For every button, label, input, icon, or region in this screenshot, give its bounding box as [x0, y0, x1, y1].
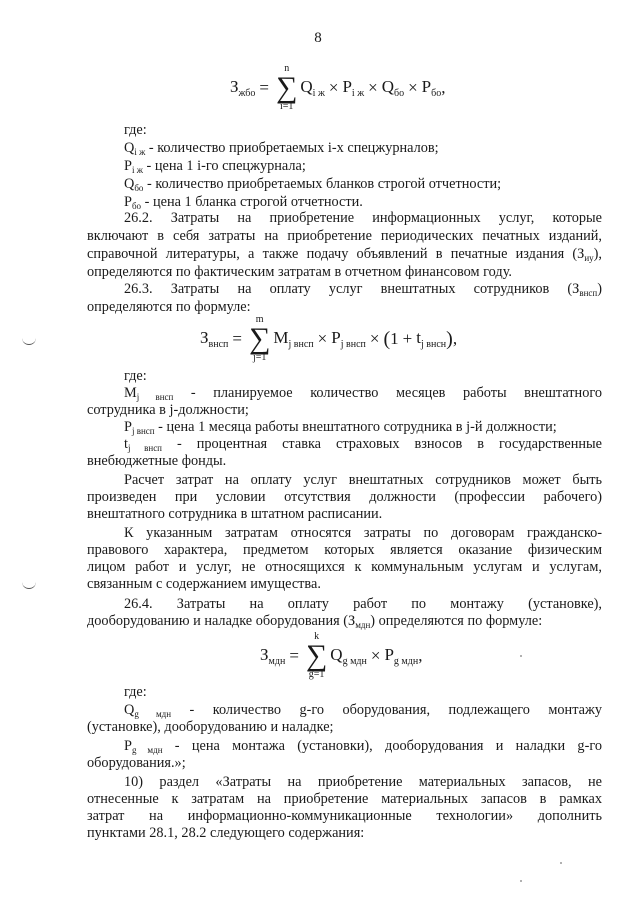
paragraph-10-line: затрат на информационно-коммуникационные технологии» дополнить — [87, 808, 602, 824]
scan-speck — [560, 862, 562, 864]
formula-vnsp: $З_{внсп}$ = m ∑ j=1 $M_{j внсп}$ × $P_{j внсп}$ × ( 1 + $t_{j внсн}$ ) , — [200, 314, 458, 363]
paragraph-10-line: пунктами 28.1, 28.2 следующего содержания: — [87, 825, 365, 841]
formula-term: $P_{i ж}$ — [342, 77, 365, 99]
definition-line: $P_{j внсп}$ - цена 1 месяца работы внештатного сотрудника в j-й должности; — [124, 419, 557, 436]
paragraph-26-2-line: 26.2. Затраты на приобретение информационных услуг, которые — [124, 210, 602, 226]
sum-symbol: m ∑ j=1 — [249, 314, 271, 363]
sum-symbol: n ∑ i=1 — [276, 63, 298, 112]
paragraph-k-line: лицом работ и услуг, не относящихся к коммунальным услугам и услугам, — [87, 559, 602, 575]
equals-sign: = — [259, 78, 269, 97]
paragraph-10-line: отнесенные к затратам на приобретение материальных запасов в рамках — [87, 791, 602, 807]
paragraph-raschet-line: внештатного сотрудника в штатном расписании. — [87, 506, 383, 522]
where-label: где: — [124, 122, 147, 138]
formula-term: $P_{бо}$ — [421, 77, 442, 99]
scan-speck — [520, 880, 522, 882]
paragraph-26-2-line: справочной литературы, а также подачу объявлений в печатные издания $(З_{иу})$, — [87, 246, 602, 263]
paragraph-k-line: правового характера, предметом которых является оказание физическим — [87, 542, 602, 558]
formula-term: $Q_{бо}$ — [381, 77, 405, 99]
formula-lhs: $З_{жбо}$ — [230, 77, 256, 99]
paragraph-k-line: К указанным затратам относятся затраты по договорам гражданско- — [124, 525, 602, 541]
formula-zhbo: $З_{жбо}$ = n ∑ i=1 $Q_{i ж}$ × $P_{i ж}$ × $Q_{бо}$ × $P_{бо}$ , — [230, 63, 446, 112]
definition-line: сотрудника в j-должности; — [87, 402, 249, 418]
definition-line: $M_{j внсп}$ - планируемое количество месяцев работы внештатного — [124, 385, 602, 402]
definition-line: $P_{i ж}$ - цена 1 i-го спецжурнала; — [124, 158, 306, 175]
paragraph-26-4-line: 26.4. Затраты на оплату работ по монтажу (установке), — [124, 596, 602, 612]
paragraph-26-2-line: определяются по фактическим затратам в отчетном финансовом году. — [87, 264, 512, 280]
definition-line: $Q_{бо}$ - количество приобретаемых бланков строгой отчетности; — [124, 176, 502, 193]
paragraph-26-4-line: дооборудованию и наладке оборудования $(З_{мдн})$ определяются по формуле: — [87, 613, 543, 630]
definition-line: $t_{j внсп}$ - процентная ставка страховых взносов в государственные — [124, 436, 602, 453]
definition-line: (установке), дооборудованию и наладке; — [87, 719, 334, 735]
scan-speck — [520, 655, 522, 657]
definition-line: $Q_{i ж}$ - количество приобретаемых i-х спецжурналов; — [124, 140, 439, 157]
definition-line: внебюджетные фонды. — [87, 453, 227, 469]
definition-line: $Q_{g мдн}$ - количество g-го оборудования, подлежащего монтажу — [124, 702, 602, 719]
paragraph-raschet-line: Расчет затрат на оплату услуг внештатных сотрудников может быть — [124, 472, 602, 488]
sum-symbol: k ∑ g=1 — [305, 631, 328, 680]
definition-line: $P_{бо}$ - цена 1 бланка строгой отчетности. — [124, 194, 363, 211]
hole-punch-mark — [22, 580, 36, 589]
where-label: где: — [124, 684, 147, 700]
paragraph-26-2-line: включают в себя затраты на приобретение периодических печатных изданий, — [87, 228, 602, 244]
paragraph-raschet-line: произведен при условии отсутствия должности (профессии рабочего) — [87, 489, 602, 505]
formula-mdn: $З_{мдн}$ = k ∑ g=1 $Q_{g мдн}$ × $P_{g мдн}$ , — [260, 631, 423, 680]
paragraph-k-line: связанным с содержанием имущества. — [87, 576, 321, 592]
definition-line: $P_{g мдн}$ - цена монтажа (установки), дооборудования и наладки g-го — [124, 738, 603, 755]
page-number: 8 — [314, 30, 322, 46]
paragraph-26-3-line: 26.3. Затраты на оплату услуг внештатных сотрудников $(З_{внсп})$ — [124, 281, 602, 298]
hole-punch-mark — [22, 336, 36, 345]
paragraph-26-3-line: определяются по формуле: — [87, 299, 251, 315]
paragraph-10-line: 10) раздел «Затраты на приобретение материальных запасов, не — [124, 774, 602, 790]
where-label: где: — [124, 368, 147, 384]
formula-term: $Q_{i ж}$ — [300, 77, 325, 99]
definition-line: оборудования.»; — [87, 755, 186, 771]
